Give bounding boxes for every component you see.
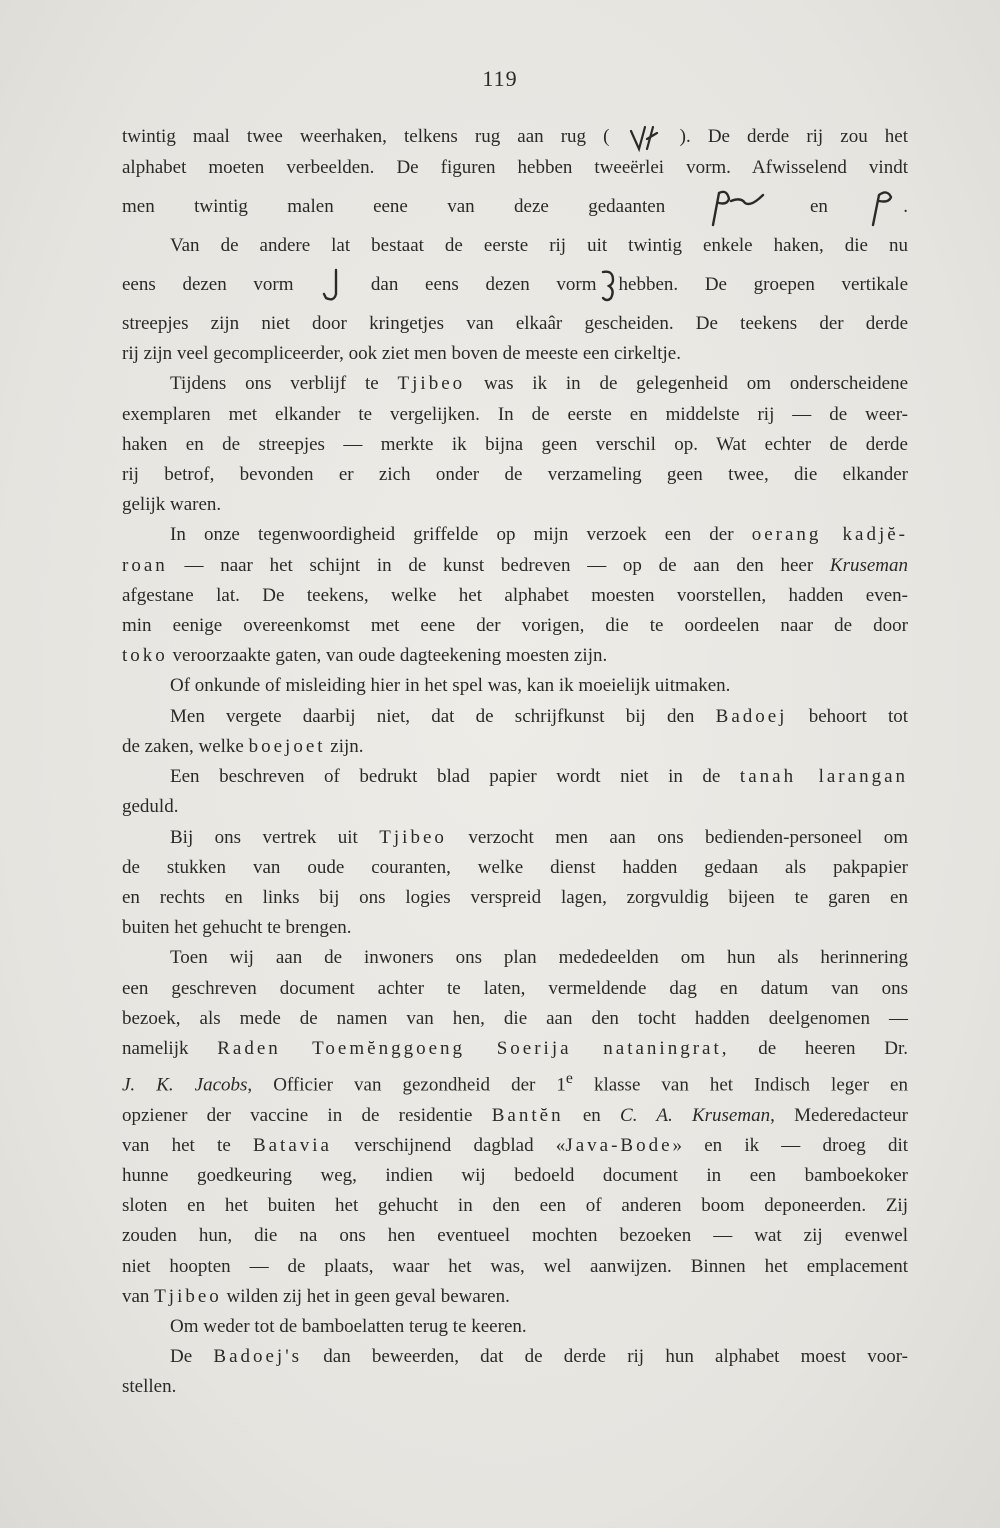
text-line: de zaken, welke boejoet zijn. <box>122 735 364 757</box>
text-line: alphabet moeten verbeelden. De figuren hebben tweeërlei vorm. Afwisselend vindt <box>122 156 908 178</box>
text-line: Een beschreven of bedrukt blad papier wordt niet in de tanah larangan <box>170 766 909 788</box>
text-line: toko veroorzaakte gaten, van oude dagteekening moesten zijn. <box>122 645 608 667</box>
text-line: rij zijn veel gecompliceerder, ook ziet men boven de meeste een cirkeltje. <box>122 343 681 365</box>
text-line: Of onkunde of misleiding hier in het spel was, kan ik moeielijk uitmaken. <box>170 675 731 697</box>
body-text <box>122 122 908 1403</box>
text-line: eens dezen vorm dan eens dezen vorm hebben. De groepen vertikale <box>122 261 908 309</box>
text-line: buiten het gehucht te brengen. <box>122 917 352 939</box>
text-line: roan — naar het schijnt in de kunst bedreven — op de aan den heer Kruseman <box>122 554 909 576</box>
text-line: Om weder tot de bamboelatten terug te keeren. <box>170 1316 527 1338</box>
text-line: geduld. <box>122 796 179 818</box>
text-line: en rechts en links bij ons logies verspreid lagen, zorgvuldig bijeen te garen en <box>122 886 908 908</box>
script-figure-one-icon <box>705 187 771 227</box>
text-line: namelijk Raden Toemĕnggoeng Soerija nataningrat, de heeren Dr. <box>122 1037 909 1059</box>
text-line: Bij ons vertrek uit Tjibeo verzocht men aan ons bedienden-personeel om <box>170 826 908 848</box>
text-line: twintig maal twee weerhaken, telkens rug aan rug ( ). De derde rij zou het <box>122 122 908 153</box>
text-line: rij betrof, bevonden er zich onder de verzameling geen twee, die elkander <box>122 464 908 486</box>
text-line: Toen wij aan de inwoners ons plan mededeelden om hun als herinnering <box>170 947 908 969</box>
text-line: bezoek, als mede de namen van hen, die aan den tocht hadden deelgenomen — <box>122 1007 908 1029</box>
text-line: opziener der vaccine in de residentie Bantĕn en C. A. Kruseman, Mederedacteur <box>122 1104 909 1126</box>
text-line: In onze tegenwoordigheid griffelde op mijn verzoek een der oerang kadjĕ- <box>170 524 909 546</box>
text-line: Men vergete daarbij niet, dat de schrijfkunst bij den Badoej behoort tot <box>170 705 908 727</box>
hook-glyph-left-icon <box>320 268 344 304</box>
text-line: een geschreven document achter te laten, vermeldende dag en datum van ons <box>122 977 908 999</box>
text-line: exemplaren met elkander te vergelijken. In de eerste en middelste rij — de weer- <box>122 403 908 425</box>
text-line: streepjes zijn niet door kringetjes van elkaâr gescheiden. De teekens der derde <box>122 313 908 335</box>
text-line: niet hoopten — de plaats, waar het was, wel aanwijzen. Binnen het emplacement <box>122 1255 908 1277</box>
text-line: zouden hun, die na ons hen eventueel mochten bezoeken — wat zij evenwel <box>122 1225 908 1247</box>
script-figure-two-icon <box>867 187 903 227</box>
text-line: van Tjibeo wilden zij het in geen geval bewaren. <box>122 1285 510 1307</box>
text-line: afgestane lat. De teekens, welke het alphabet moesten voorstellen, hadden even- <box>122 584 908 606</box>
hook-glyph-right-icon <box>597 268 619 304</box>
text-line: J. K. Jacobs, Officier van gezondheid der 1e klasse van het Indisch leger en <box>122 1070 908 1096</box>
text-line: De Badoej's dan beweerden, dat de derde rij hun alphabet moest voor- <box>170 1346 909 1368</box>
page-number: 119 <box>482 66 518 91</box>
text-line: men twintig malen eene van deze gedaanten en . <box>122 183 908 231</box>
text-line: sloten en het buiten het gehucht in den een of anderen boom deponeerden. Zij <box>122 1195 908 1217</box>
text-line: de stukken van oude couranten, welke dienst hadden gedaan als pakpapier <box>122 856 908 878</box>
double-barb-glyph-icon <box>627 123 663 153</box>
text-line: Van de andere lat bestaat de eerste rij uit twintig enkele haken, die nu <box>170 234 908 256</box>
text-line: van het te Batavia verschijnend dagblad «Java-Bode» en ik — droeg dit <box>122 1134 909 1156</box>
text-line: gelijk waren. <box>122 494 222 516</box>
text-line: hunne goedkeuring weg, indien wij bedoeld document in een bamboekoker <box>122 1165 908 1187</box>
text-line: min eenige overeenkomst met eene der vorigen, die te oordeelen naar de door <box>122 615 908 637</box>
text-line: Tijdens ons verblijf te Tjibeo was ik in de gelegenheid om onderscheidene <box>170 373 908 395</box>
text-line: haken en de streepjes — merkte ik bijna geen verschil op. Wat echter de derde <box>122 433 908 455</box>
text-line: stellen. <box>122 1376 177 1398</box>
